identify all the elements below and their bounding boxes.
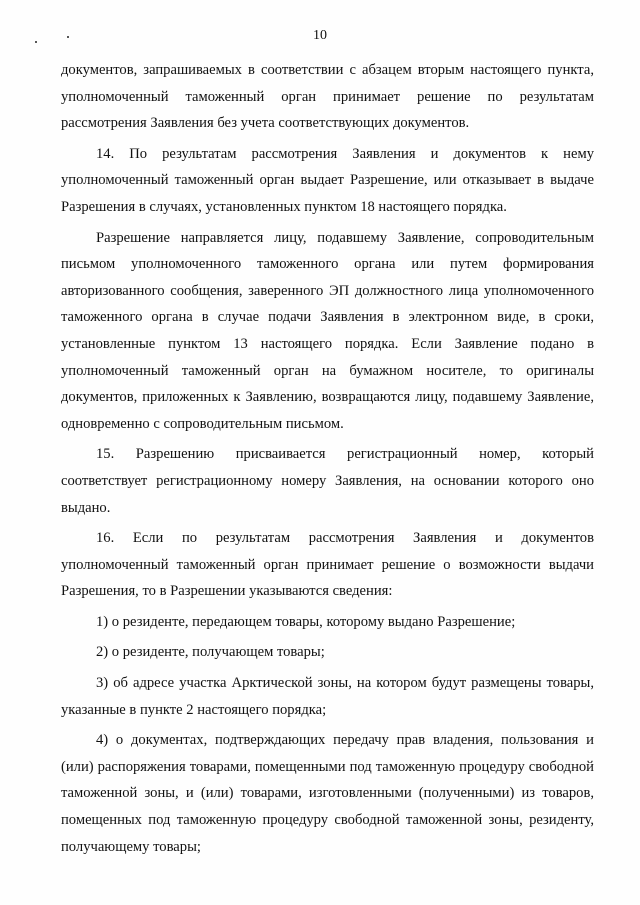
paragraph-clause-14: 14. По результатам рассмотрения Заявления и документов к нему уполномоченный таможенный орган выдает Разрешение, или отказывает в выдаче Разрешения в случаях, установленных пунктом 18 настоящего порядка.	[61, 145, 594, 215]
paragraph-continuation: документов, запрашиваемых в соответствии с абзацем вторым настоящего пункта, уполномоченный таможенный орган принимает решение по результатам рассмотрения Заявления без учета соответствующих документов.	[61, 62, 594, 132]
page-number: 10	[313, 28, 327, 43]
paragraph-clause-15: 15. Разрешению присваивается регистрационный номер, который соответствует регистрационному номеру Заявления, на основании которого оно выдано.	[61, 446, 594, 516]
list-item-1: 1) о резиденте, передающем товары, которому выдано Разрешение;	[96, 613, 516, 630]
list-item-3: 3) об адресе участка Арктической зоны, на котором будут размещены товары, указанные в пункте 2 настоящего порядка;	[61, 675, 594, 718]
list-item-2: 2) о резиденте, получающем товары;	[96, 644, 325, 661]
list-item-4: 4) о документах, подтверждающих передачу прав владения, пользования и (или) распоряжения товарами, помещенными под таможенную процедуру свободной таможенной зоны, и (или) товарами, изготовленными (полученными) из товаров, помещенных под таможенную процедуру свободной таможенной зоны, резиденту, получающему товары;	[61, 732, 594, 855]
paragraph-clause-16: 16. Если по результатам рассмотрения Заявления и документов уполномоченный таможенный орган принимает решение о возможности выдачи Разрешения, то в Разрешении указываются сведения:	[61, 530, 594, 600]
document-body	[61, 57, 594, 860]
paragraph-permit-delivery: Разрешение направляется лицу, подавшему Заявление, сопроводительным письмом уполномоченного таможенного органа или путем формирования авторизованного сообщения, заверенного ЭП должностного лица уполномоченного таможенного органа в случае подачи Заявления в электронном виде, в сроки, установленные пунктом 13 настоящего порядка. Если Заявление подано в уполномоченный таможенный орган на бумажном носителе, то оригиналы документов, приложенных к Заявлению, возвращаются лицу, подавшему Заявление, одновременно с сопроводительным письмом.	[61, 229, 594, 432]
